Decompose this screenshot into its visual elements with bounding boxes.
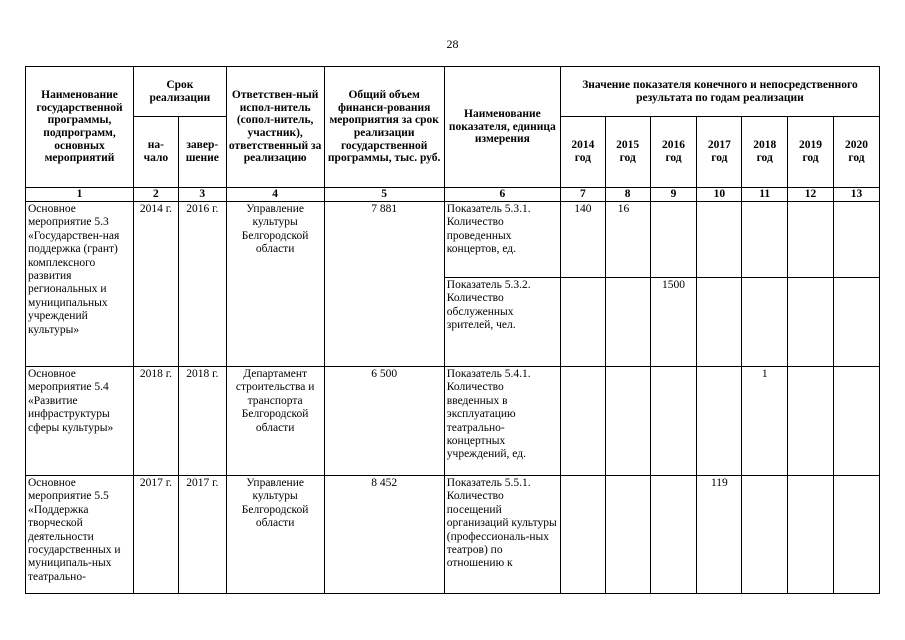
header-name: Наименование государственной программы, подпрограмм, основных мероприятий <box>26 67 134 188</box>
column-number: 7 <box>560 188 605 202</box>
measure-name: Основное мероприятие 5.4 «Развитие инфраструктуры сферы культуры» <box>26 367 134 476</box>
header-end: завер-шение <box>178 117 226 188</box>
header-values: Значение показателя конечного и непосредственного результата по годам реализации <box>560 67 879 117</box>
indicator-value <box>697 278 742 367</box>
measure-finance: 7 881 <box>324 202 444 367</box>
indicator-value <box>560 278 605 367</box>
indicator-value <box>833 367 879 476</box>
column-number: 13 <box>833 188 879 202</box>
indicator-value <box>697 367 742 476</box>
header-year: 2020 год <box>833 117 879 188</box>
indicator-value <box>742 202 788 278</box>
indicator-value <box>788 278 834 367</box>
indicator-value <box>742 278 788 367</box>
table-row <box>26 476 880 594</box>
indicator-name: Показатель 5.5.1. Количество посещений организаций культуры (профессиональ-ных театров) по отношению к <box>444 476 560 594</box>
measure-start: 2017 г. <box>134 476 179 594</box>
header-year: 2019 год <box>788 117 834 188</box>
indicator-value <box>833 202 879 278</box>
results-table <box>25 66 880 594</box>
indicator-value <box>788 202 834 278</box>
column-number: 8 <box>605 188 650 202</box>
column-number: 6 <box>444 188 560 202</box>
column-number: 3 <box>178 188 226 202</box>
indicator-value <box>833 278 879 367</box>
indicator-value <box>833 476 879 594</box>
measure-start: 2018 г. <box>134 367 179 476</box>
header-year: 2015 год <box>605 117 650 188</box>
measure-end: 2016 г. <box>178 202 226 367</box>
measure-responsible: Департамент строительства и транспорта Белгородской области <box>226 367 324 476</box>
indicator-value <box>697 202 742 278</box>
table-row <box>26 202 880 278</box>
header-year: 2018 год <box>742 117 788 188</box>
indicator-value <box>605 278 650 367</box>
measure-end: 2017 г. <box>178 476 226 594</box>
indicator-value <box>560 476 605 594</box>
indicator-value <box>560 367 605 476</box>
column-number: 9 <box>650 188 697 202</box>
indicator-value <box>650 476 697 594</box>
measure-finance: 8 452 <box>324 476 444 594</box>
measure-responsible: Управление культуры Белгородской области <box>226 202 324 367</box>
page-number: 28 <box>446 37 459 51</box>
indicator-value <box>650 367 697 476</box>
indicator-name: Показатель 5.3.1. Количество проведенных концертов, ед. <box>444 202 560 278</box>
indicator-value <box>788 476 834 594</box>
header-year: 2016 год <box>650 117 697 188</box>
column-number: 5 <box>324 188 444 202</box>
indicator-name: Показатель 5.4.1. Количество введенных в эксплуатацию театрально-концертных учреждений, ед. <box>444 367 560 476</box>
column-number: 4 <box>226 188 324 202</box>
measure-name: Основное мероприятие 5.3 «Государствен-ная поддержка (грант) комплексного развития региональных и муниципальных учреждений культуры» <box>26 202 134 367</box>
header-term: Срок реализации <box>134 67 227 117</box>
column-number: 10 <box>697 188 742 202</box>
indicator-value: 119 <box>697 476 742 594</box>
indicator-value <box>650 202 697 278</box>
measure-start: 2014 г. <box>134 202 179 367</box>
column-number: 1 <box>26 188 134 202</box>
measure-responsible: Управление культуры Белгородской области <box>226 476 324 594</box>
indicator-value: 1 <box>742 367 788 476</box>
indicator-value <box>605 367 650 476</box>
indicator-value: 140 <box>560 202 605 278</box>
measure-name: Основное мероприятие 5.5 «Поддержка творческой деятельности государственных и муниципаль-ных театрально- <box>26 476 134 594</box>
column-number: 11 <box>742 188 788 202</box>
indicator-value <box>788 367 834 476</box>
indicator-value <box>742 476 788 594</box>
header-indicator: Наименование показателя, единица измерения <box>444 67 560 188</box>
measure-end: 2018 г. <box>178 367 226 476</box>
header-responsible: Ответствен-ный испол-нитель (сопол-нитель, участник), ответственный за реализацию <box>226 67 324 188</box>
indicator-value: 16 <box>605 202 650 278</box>
indicator-value: 1500 <box>650 278 697 367</box>
header-year: 2014 год <box>560 117 605 188</box>
column-number: 2 <box>134 188 179 202</box>
header-finance: Общий объем финанси-рования мероприятия за срок реализации государственной программы, тыс. руб. <box>324 67 444 188</box>
indicator-name: Показатель 5.3.2. Количество обслуженных зрителей, чел. <box>444 278 560 367</box>
measure-finance: 6 500 <box>324 367 444 476</box>
table-row <box>26 367 880 476</box>
column-number: 12 <box>788 188 834 202</box>
indicator-value <box>605 476 650 594</box>
header-year: 2017 год <box>697 117 742 188</box>
header-start: на-чало <box>134 117 179 188</box>
